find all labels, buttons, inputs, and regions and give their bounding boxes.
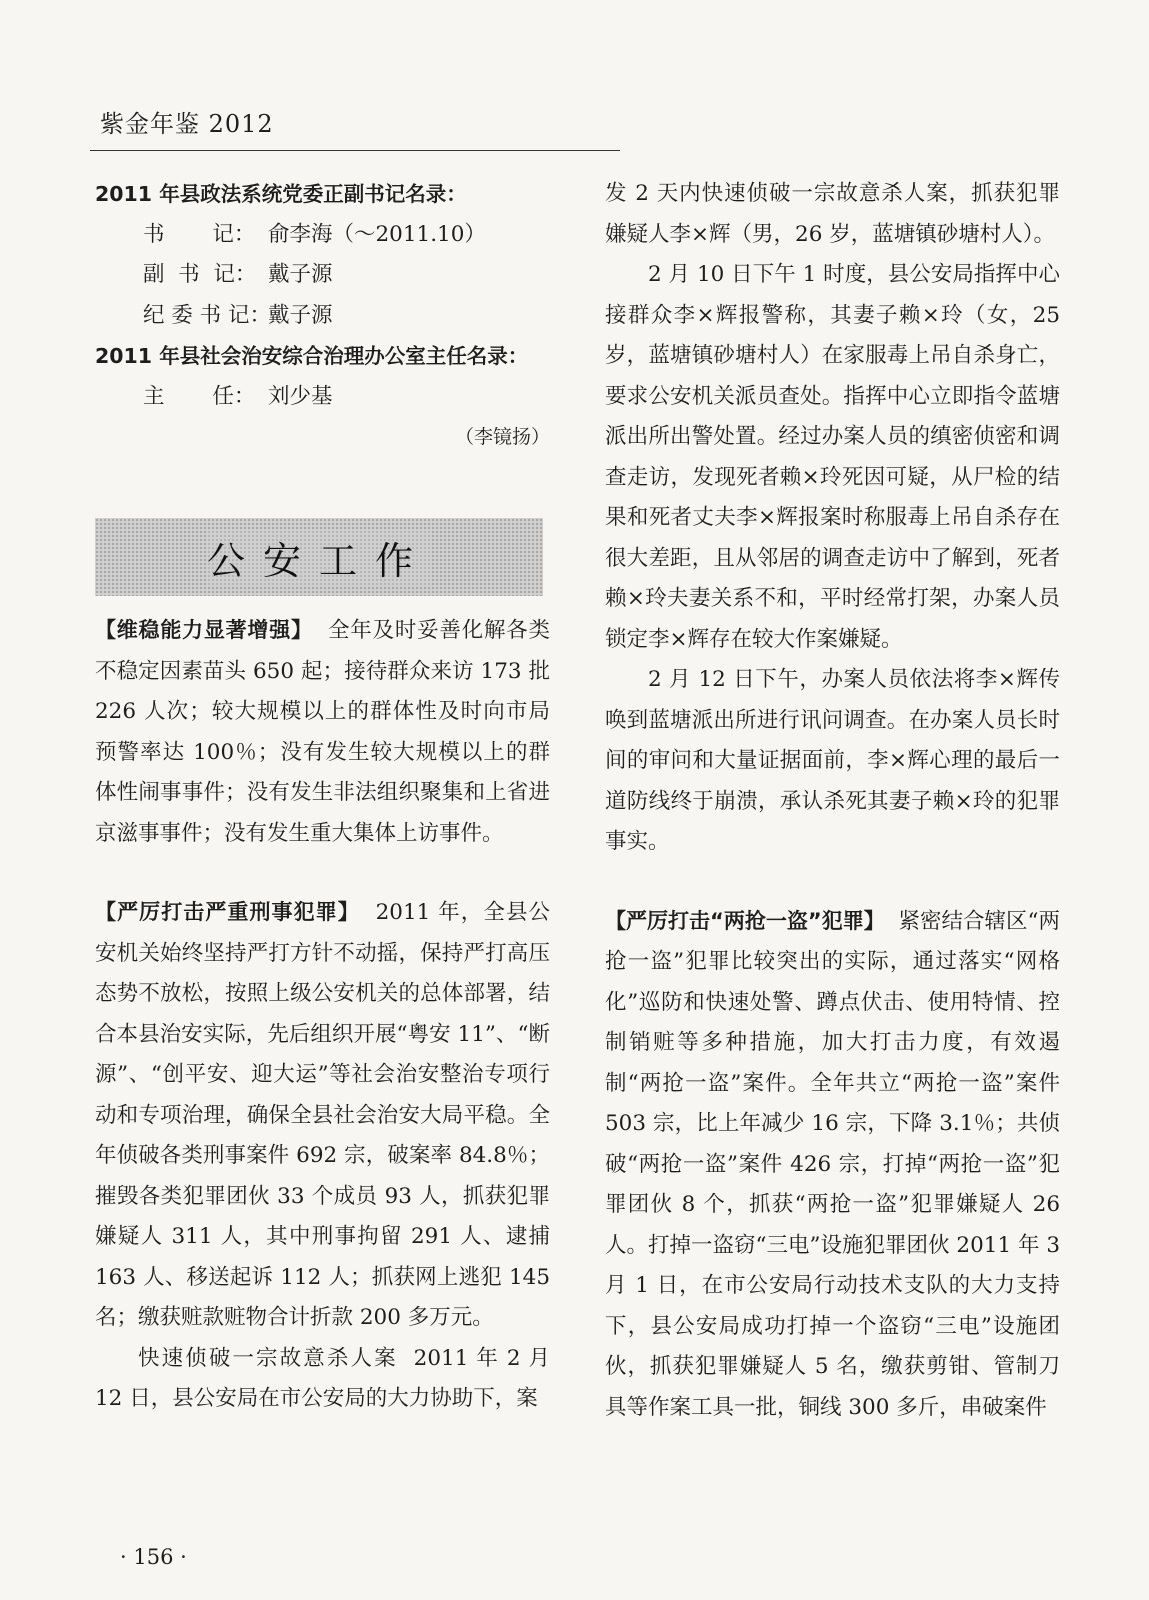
right-column bbox=[605, 174, 1060, 1428]
case-paragraph bbox=[95, 1339, 550, 1420]
list-item-label: 主 任： bbox=[143, 383, 256, 409]
list2-heading: 2011 年县社会治安综合治理办公室主任名录： bbox=[95, 344, 529, 368]
list-item-value: 戴子源 bbox=[268, 262, 333, 287]
section-paragraph bbox=[605, 901, 1060, 1429]
section-title: 【严厉打击“两抢一盗”犯罪】 bbox=[605, 908, 885, 933]
section-text: 全年及时妥善化解各类不稳定因素苗头 650 起；接待群众来访 173 批 226 人次；较大规模以上的群体性及时向市局预警率达 100％；没有发生较大规模以上的群体性闹事事件；没有发生非法组织聚集和上省进京滋事事件；没有发生重大集体上访事件。 bbox=[95, 618, 551, 846]
section-banner bbox=[95, 518, 543, 596]
page-number: · 156 · bbox=[120, 1545, 187, 1569]
author-credit: （李镜扬） bbox=[454, 426, 550, 448]
header-rule bbox=[90, 150, 620, 151]
list-item bbox=[95, 255, 550, 296]
section-paragraph bbox=[95, 892, 550, 1339]
section-title: 【维稳能力显著增强】 bbox=[95, 618, 313, 642]
running-header: 紫金年鉴 2012 bbox=[100, 110, 274, 138]
list-item-value: 戴子源 bbox=[268, 302, 333, 328]
list-item bbox=[95, 377, 550, 418]
list-item-label: 纪 委 书 记： bbox=[143, 302, 272, 328]
list-item bbox=[95, 296, 550, 337]
paragraph: 发 2 天内快速侦破一宗故意杀人案，抓获犯罪嫌疑人李×辉（男，26 岁，蓝塘镇砂塘村人）。 bbox=[605, 181, 1060, 247]
list-item-value: 俞李海（～2011.10） bbox=[268, 221, 486, 247]
paragraph: 2 月 12 日下午，办案人员依法将李×辉传唤到蓝塘派出所进行讯问调查。在办案人员长时间的审问和大量证据面前，李×辉心理的最后一道防线终于崩溃，承认杀死其妻子赖×玲的犯罪事实。 bbox=[605, 667, 1060, 854]
case-text: 2011 年 2 月 12 日，县公安局在市公安局的大力协助下，案 bbox=[95, 1345, 551, 1411]
paragraph: 2 月 10 日下午 1 时度，县公安局指挥中心接群众李×辉报警称，其妻子赖×玲（女，25 岁，蓝塘镇砂塘村人）在家服毒上吊自杀身亡，要求公安机关派员查处。指挥中心立即指令蓝塘派出所出警处置。经过办案人员的缜密侦密和调查走访，发现死者赖×玲死因可疑，从尸检的结果和死者丈夫李×辉报案时称服毒上吊自杀存在很大差距，且从邻居的调查走访中了解到，死者赖×玲夫妻关系不和，平时经常打架，办案人员锁定李×辉存在较大作案嫌疑。 bbox=[605, 262, 1060, 652]
section-text: 紧密结合辖区“两抢一盗”犯罪比较突出的实际，通过落实“网格化”巡防和快速处警、蹲点伏击、使用特情、控制销赃等多种措施，加大打击力度，有效遏制“两抢一盗”案件。全年共立“两抢一盗”案件 503 宗，比上年减少 16 宗，下降 3.1％；共侦破“两抢一盗”案件 426 宗，打掉“两抢一盗”犯罪团伙 8 个，抓获“两抢一盗”犯罪嫌疑人 26 人。打掉一盗窃“三电”设施犯罪团伙 2011 年 3 月 1 日，在市公安局行动技术支队的大力支持下，县公安局成功打掉一个盗窃“三电”设施团伙，抓获犯罪嫌疑人 5 名，缴获剪钳、管制刀具等作案工具一批，铜线 300 多斤，串破案件 bbox=[605, 908, 1060, 1420]
case-title: 快速侦破一宗故意杀人案 bbox=[138, 1345, 398, 1371]
list-item-label: 副 书 记： bbox=[143, 262, 257, 287]
section-paragraph bbox=[95, 610, 550, 854]
section-title: 【严厉打击严重刑事犯罪】 bbox=[95, 900, 360, 924]
list-item-value: 刘少基 bbox=[268, 383, 333, 409]
section-text: 2011 年，全县公安机关始终坚持严打方针不动摇，保持严打高压态势不放松，按照上级公安机关的总体部署，结合本县治安实际，先后组织开展“粤安 11”、“断源”、“创平安、迎大运”等社会治安整治专项行动和专项治理，确保全县社会治安大局平稳。全年侦破各类刑事案件 692 宗，破案率 84.8％；摧毁各类犯罪团伙 33 个成员 93 人，抓获犯罪嫌疑人 311 人，其中刑事拘留 291 人、逮捕 163 人、移送起诉 112 人；抓获网上逃犯 145 名；缴获赃款赃物合计折款 200 多万元。 bbox=[95, 900, 551, 1330]
list-item bbox=[95, 215, 550, 256]
list1-heading: 2011 年县政法系统党委正副书记名录： bbox=[95, 182, 467, 206]
left-column bbox=[95, 174, 550, 458]
banner-title: 公安工作 bbox=[207, 530, 431, 585]
list-item-label: 书 记： bbox=[143, 221, 256, 247]
left-column-body bbox=[95, 610, 550, 1420]
